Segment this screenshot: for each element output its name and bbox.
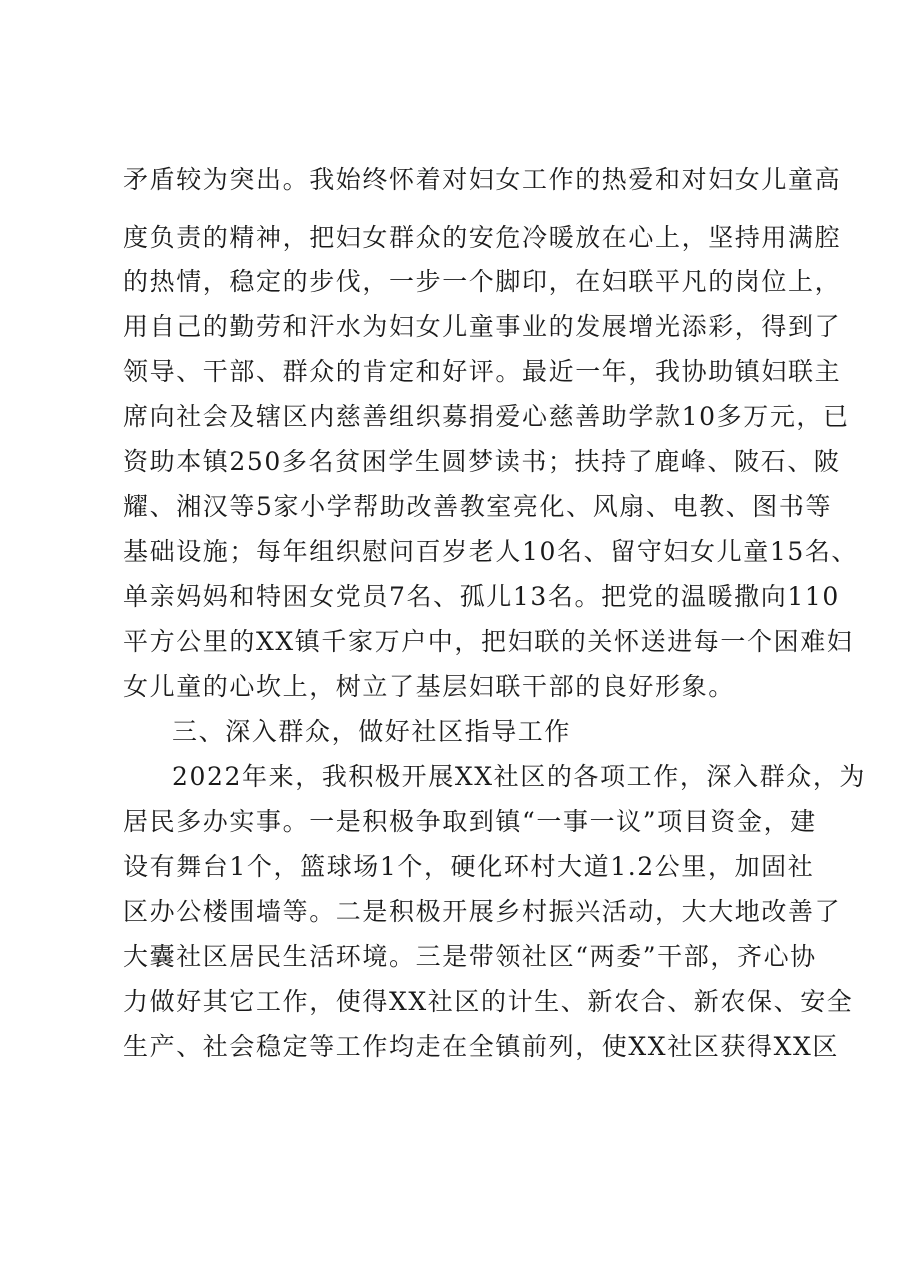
paragraph-line: 设有舞台1个，篮球场1个，硬化环村大道1.2公里，加固社 bbox=[123, 852, 815, 881]
section-heading: 三、深入群众，做好社区指导工作 bbox=[172, 717, 572, 746]
paragraph-line: 大囊社区居民生活环境。三是带领社区“两委”干部，齐心协 bbox=[123, 942, 817, 971]
paragraph-line: 度负责的精神，把妇女群众的安危冷暖放在心上，坚持用满腔 bbox=[123, 223, 842, 252]
paragraph-line: 区办公楼围墙等。二是积极开展乡村振兴活动，大大地改善了 bbox=[123, 897, 842, 926]
paragraph-line: 力做好其它工作，使得XX社区的计生、新农合、新农保、安全 bbox=[123, 987, 854, 1016]
paragraph-line: 席向社会及辖区内慈善组织募捐爱心慈善助学款10多万元，已 bbox=[123, 402, 850, 431]
paragraph-line: 生产、社会稳定等工作均走在全镇前列，使XX社区获得XX区 bbox=[123, 1032, 839, 1061]
paragraph-line: 平方公里的XX镇千家万户中，把妇联的关怀送进每一个困难妇 bbox=[123, 627, 854, 656]
paragraph-line: 用自己的勤劳和汗水为妇女儿童事业的发展增光添彩，得到了 bbox=[123, 312, 842, 341]
paragraph-line: 耀、湘汉等5家小学帮助改善教室亮化、风扇、电教、图书等 bbox=[123, 492, 833, 521]
paragraph-line: 女儿童的心坎上，树立了基层妇联干部的良好形象。 bbox=[123, 672, 735, 701]
paragraph-line: 2022年来，我积极开展XX社区的各项工作，深入群众，为 bbox=[172, 762, 867, 791]
paragraph-line: 居民多办实事。一是积极争取到镇“一事一议”项目资金，建 bbox=[123, 807, 817, 836]
paragraph-line: 基础设施；每年组织慰问百岁老人10名、留守妇女儿童15名、 bbox=[123, 537, 859, 566]
paragraph-line: 矛盾较为突出。我始终怀着对妇女工作的热爱和对妇女儿童高 bbox=[123, 165, 842, 194]
paragraph-line: 的热情，稳定的步伐，一步一个脚印，在妇联平凡的岗位上， bbox=[123, 267, 842, 296]
paragraph-line: 资助本镇250多名贫困学生圆梦读书；扶持了鹿峰、陂石、陂 bbox=[123, 447, 841, 476]
paragraph-line: 领导、干部、群众的肯定和好评。最近一年，我协助镇妇联主 bbox=[123, 357, 842, 386]
paragraph-line: 单亲妈妈和特困女党员7名、孤儿13名。把党的温暖撒向110 bbox=[123, 582, 840, 611]
